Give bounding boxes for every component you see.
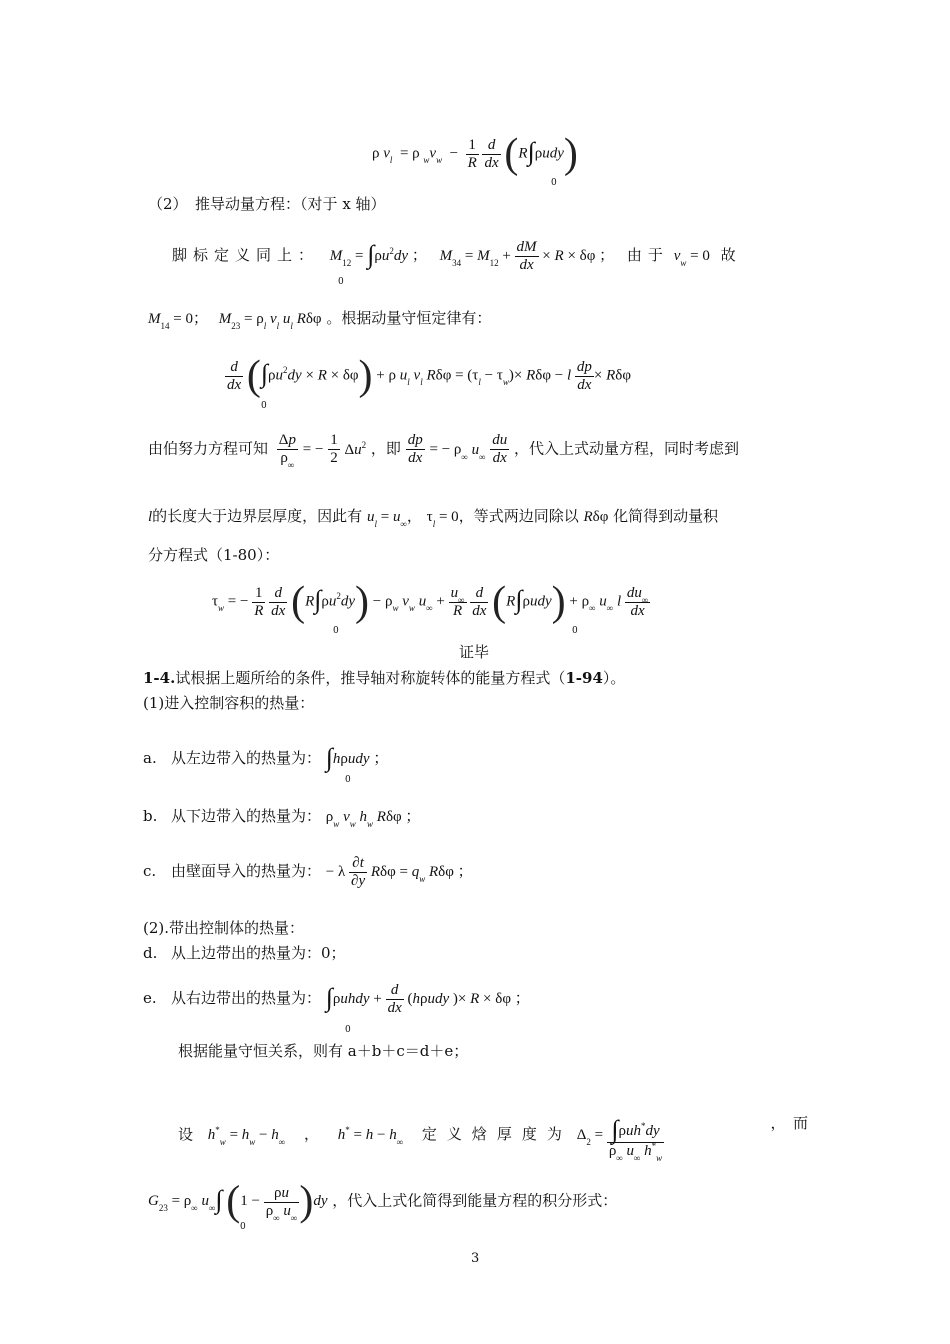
energy-conservation: 根据能量守恒关系，则有 a＋b＋c＝d＋e； — [178, 1042, 469, 1060]
g23-line: $G_{23} = \rho_\infty$ $u_\infty\int$ (1 − $\frac{\rho u}{\rho_\infty u_\infty}$ )dy ，代入上式化简得到能量方程的积分形式： — [148, 1179, 618, 1225]
item-a-text: 从左边带入的热量为： — [171, 749, 322, 767]
problem-end: ）。 — [602, 669, 626, 687]
item-b-text: 从下边带入的热量为： — [171, 807, 322, 825]
bernoulli-prefix: 由伯努力方程可知 — [148, 439, 269, 458]
problem-number: 1-4. — [143, 669, 176, 687]
l-text2: ， — [406, 507, 422, 525]
item-e-label: e. — [143, 989, 157, 1007]
l-text4: 化简得到动量积 — [613, 507, 719, 525]
item-e-text: 从右边带出的热量为： — [171, 989, 322, 1007]
problem-text: 试根据上题所给的条件，推导轴对称旋转体的能量方程式（ — [175, 669, 566, 687]
item-a: a. 从左边带入的热量为： ∫hρudy ； — [143, 743, 389, 772]
heat-out-heading: (2).带出控制体的热量： — [143, 919, 305, 937]
momentum-conservation-equation: $\frac{d}{dx}$ $(\int\rho u^2dy \times R \times \delta\varphi) + \rho$ $u_l$ $v_l$ $R\delta\varphi = (\tau_l - \tau_w)\times R\delta\varphi - l$ $\frac{dp}{dx}$ × Rδφ — [227, 353, 631, 399]
line2-text: 。根据动量守恒定律有： — [326, 309, 492, 327]
momentum-definitions-line1: 脚标定义同上： $M_{12} = \int\rho u^2dy$ ； $M_{34} = M_{12}$ + $\frac{dM}{dx}$ × R × δφ ； 由于 $v_w = 0$ 故 — [172, 239, 736, 274]
define-er: ， 而 — [770, 1114, 808, 1132]
page-number: 3 — [471, 1251, 480, 1266]
heat-in-heading: (1)进入控制容积的热量： — [143, 694, 315, 712]
item-d-text: 从上边带出的热量为：0； — [171, 944, 346, 962]
m12-lower-limit: 0 — [338, 277, 344, 287]
bernoulli-line: 由伯努力方程可知 $\frac{\Delta p}{\rho_\infty}$ = − $\frac{1}{2}$ $\Delta u^2$ ，即 $\frac{dp}{dx}$ = − $\rho_\infty$ $u_\infty$ $\frac{du}{dx}$ ，代入上式动量方程，同时考虑到 — [148, 432, 740, 470]
qed-text: 证毕 — [459, 643, 490, 661]
def-mid: 由于 — [626, 246, 669, 264]
item-b: b. 从下边带入的热量为： $\rho_w$ $v_w$ $h_w$ Rδφ ； — [143, 807, 421, 829]
enthalpy-definition-line: 设 $h^*_w = h_w - h_\infty$ ， $h^* = h - h_\infty$ 定义焓厚度为 $\Delta_2$ = $\frac{\int\rho uh^*dy}{\rho_\infty u_\infty h^*_w}$ ， 而 — [178, 1114, 808, 1163]
problem-ref: 1-94 — [565, 669, 603, 687]
item-d — [143, 942, 346, 963]
define-comma: ， — [303, 1125, 319, 1144]
bernoulli-middle: ，即 — [370, 439, 401, 458]
item-c-text: 由壁面导入的热量为： — [171, 861, 322, 880]
momentum-integral-equation: $\tau_w$ = − $\frac{1}{R}$ $\frac{d}{dx}$ $(R\int\rho u^2dy) - \rho_w$ $v_w$ $u_\infty$ + $\frac{u_\infty}{R}$ $\frac{d}{dx}$ $(R\int\rho udy) + \rho_\infty$ $u_\infty$ l $\frac{du_\infty}{dx}$ — [212, 579, 649, 625]
momentum-eq-lower-limit: 0 — [261, 401, 267, 411]
item-e: e. 从右边带出的热量为： ∫ρuhdy + $\frac{d}{dx}$ (hρudy )× R × δφ ； — [143, 982, 530, 1017]
mass-equation: ρ $v_l = \rho$ $_wv_w$ − $\frac{1}{R}$ $\frac{d}{dx}$ (R∫ρudy) — [372, 131, 578, 177]
l-text1: 的长度大于边界层厚度，因此有 — [152, 507, 363, 525]
l-text3: ，等式两边同除以 — [458, 507, 579, 525]
section-2-heading: （2） 推导动量方程：（对于 x 轴） — [148, 195, 386, 213]
equation-1-80-intro: 分方程式（1-80）： — [148, 546, 280, 564]
bernoulli-suffix: ，代入上式动量方程，同时考虑到 — [514, 439, 740, 458]
g23-text: ，代入上式化简得到能量方程的积分形式： — [332, 1191, 618, 1210]
momentum-definitions-line2: $M_{14} = 0$； $M_{23} = \rho_l$ $v_l$ $u_l$ Rδφ 。根据动量守恒定律有： — [148, 309, 492, 331]
problem-1-4 — [143, 667, 625, 688]
integral-eq-limit-2: 0 — [572, 626, 578, 636]
l-length-line: l的长度大于边界层厚度，因此有 $u_l = u_\infty$， $\tau_l = 0$，等式两边同除以 Rδφ 化简得到动量积 — [148, 507, 719, 529]
item-c: c. 由壁面导入的热量为： − λ $\frac{\partial t}{\partial y}$ $R\delta\varphi = q_w$ Rδφ ； — [143, 855, 473, 889]
item-b-label: b. — [143, 807, 158, 825]
item-d-label: d. — [143, 944, 158, 962]
define-text: 定义焓厚度为 — [421, 1125, 572, 1144]
item-c-label: c. — [143, 861, 157, 880]
item-a-lower-limit: 0 — [345, 775, 351, 785]
g23-lower-limit: 0 — [240, 1222, 246, 1232]
l-variable: l — [148, 509, 153, 525]
mass-eq-lower-limit: 0 — [551, 178, 557, 188]
def-prefix: 脚标定义同上： — [172, 246, 320, 264]
def-suffix: 故 — [720, 246, 736, 264]
item-a-label: a. — [143, 749, 157, 767]
integral-eq-limit-1: 0 — [333, 626, 339, 636]
define-she: 设 — [178, 1125, 194, 1144]
item-e-lower-limit: 0 — [345, 1025, 351, 1035]
